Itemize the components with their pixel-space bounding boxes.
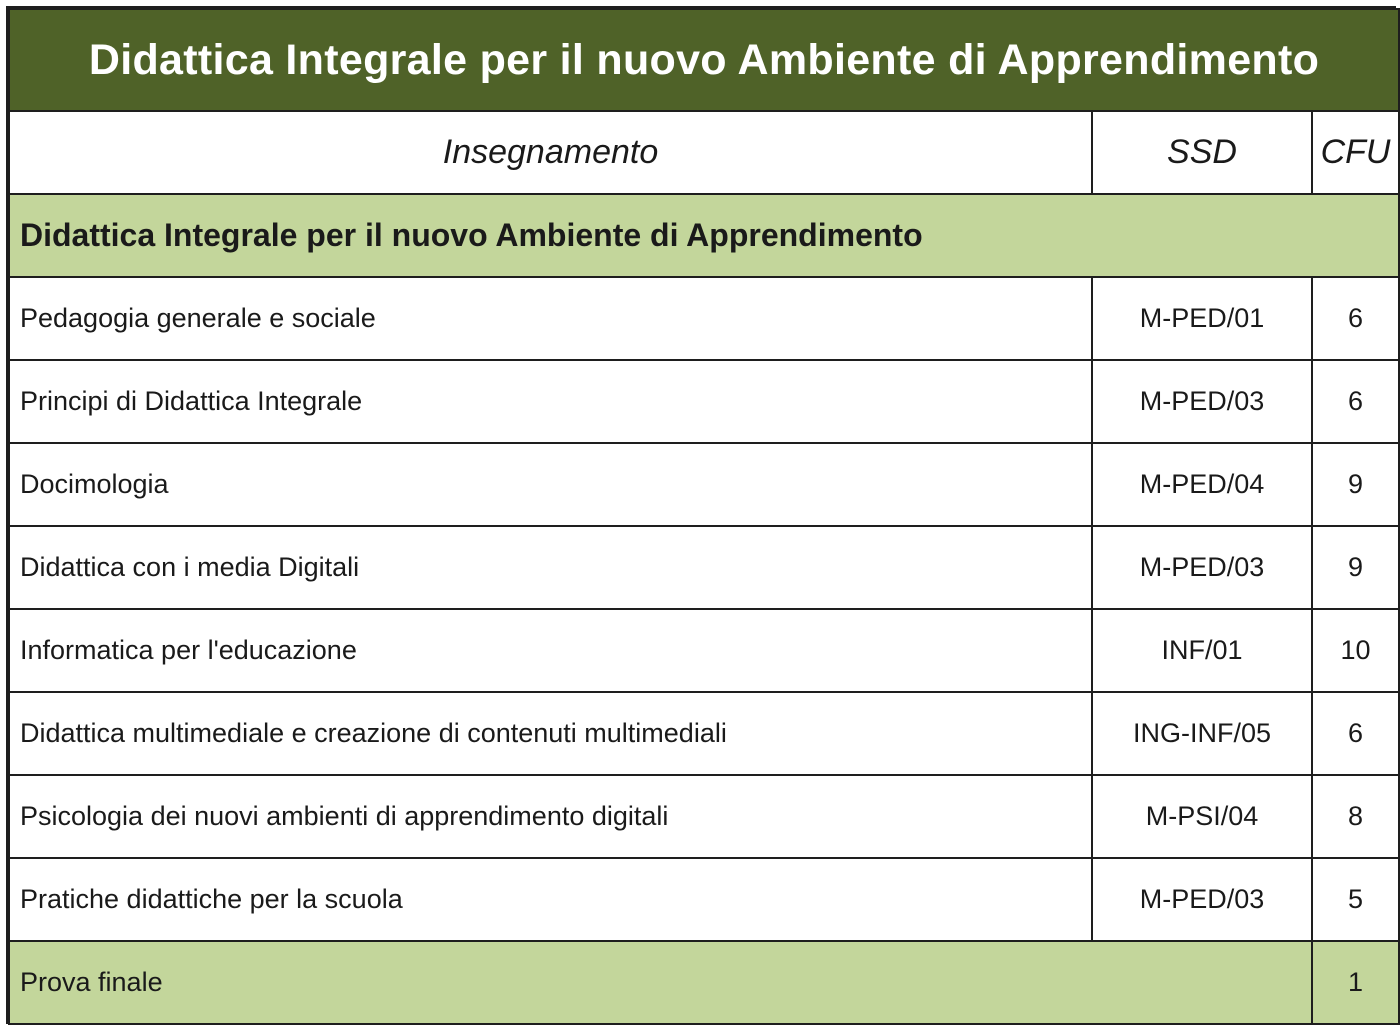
- section-heading: Didattica Integrale per il nuovo Ambiente di Apprendimento: [9, 194, 1399, 277]
- column-header-cfu: CFU: [1312, 111, 1399, 194]
- course-name: Docimologia: [9, 443, 1092, 526]
- curriculum-table: [6, 6, 1396, 1024]
- course-ssd: ING-INF/05: [1092, 692, 1312, 775]
- course-table: [8, 8, 1400, 1025]
- table-row: [9, 443, 1399, 526]
- column-header-ssd: SSD: [1092, 111, 1312, 194]
- title-row: [9, 9, 1399, 111]
- table-row: [9, 775, 1399, 858]
- table-row: [9, 360, 1399, 443]
- course-name: Pratiche didattiche per la scuola: [9, 858, 1092, 941]
- course-cfu: 6: [1312, 692, 1399, 775]
- course-cfu: 10: [1312, 609, 1399, 692]
- course-ssd: M-PED/03: [1092, 360, 1312, 443]
- table-row: [9, 526, 1399, 609]
- course-cfu: 9: [1312, 526, 1399, 609]
- course-name: Didattica con i media Digitali: [9, 526, 1092, 609]
- course-name: Psicologia dei nuovi ambienti di apprendimento digitali: [9, 775, 1092, 858]
- course-ssd: M-PED/03: [1092, 858, 1312, 941]
- course-cfu: 8: [1312, 775, 1399, 858]
- final-exam-label: Prova finale: [9, 941, 1312, 1024]
- header-row: [9, 111, 1399, 194]
- course-cfu: 9: [1312, 443, 1399, 526]
- table-row: [9, 609, 1399, 692]
- course-ssd: M-PED/03: [1092, 526, 1312, 609]
- course-name: Informatica per l'educazione: [9, 609, 1092, 692]
- course-cfu: 6: [1312, 277, 1399, 360]
- course-ssd: M-PED/04: [1092, 443, 1312, 526]
- course-name: Pedagogia generale e sociale: [9, 277, 1092, 360]
- course-name: Didattica multimediale e creazione di contenuti multimediali: [9, 692, 1092, 775]
- course-ssd: M-PED/01: [1092, 277, 1312, 360]
- course-ssd: M-PSI/04: [1092, 775, 1312, 858]
- table-row: [9, 858, 1399, 941]
- course-cfu: 5: [1312, 858, 1399, 941]
- table-row: [9, 692, 1399, 775]
- table-title: Didattica Integrale per il nuovo Ambiente di Apprendimento: [9, 9, 1399, 111]
- course-name: Principi di Didattica Integrale: [9, 360, 1092, 443]
- column-header-insegnamento: Insegnamento: [9, 111, 1092, 194]
- course-ssd: INF/01: [1092, 609, 1312, 692]
- final-row: [9, 941, 1399, 1024]
- course-cfu: 6: [1312, 360, 1399, 443]
- section-row: [9, 194, 1399, 277]
- table-row: [9, 277, 1399, 360]
- final-exam-cfu: 1: [1312, 941, 1399, 1024]
